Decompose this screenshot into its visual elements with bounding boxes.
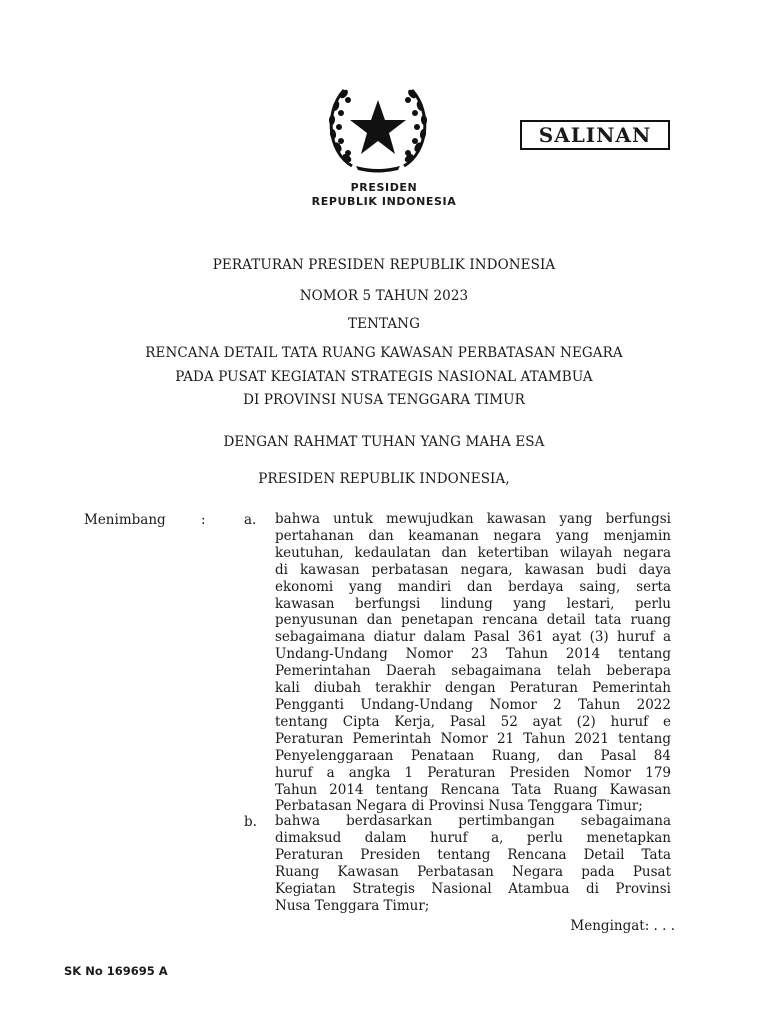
paragraph-line: Peraturan Presiden tentang Rencana Detail Tata — [275, 846, 671, 863]
issuer-country: REPUBLIK INDONESIA — [311, 195, 457, 208]
paragraph-line: dimaksud dalam huruf a, perlu menetapkan — [275, 829, 671, 846]
item-marker-b: b. — [244, 814, 257, 830]
considering-colon: : — [201, 512, 206, 528]
paragraph-line: Kegiatan Strategis Nasional Atambua di Provinsi — [275, 880, 671, 897]
considering-item-a — [275, 511, 671, 815]
paragraph-line: Nusa Tenggara Timur; — [275, 897, 430, 914]
paragraph-line: huruf a angka 1 Peraturan Presiden Nomor 179 — [275, 764, 671, 781]
president-line: PRESIDEN REPUBLIK INDONESIA, — [258, 471, 510, 487]
paragraph-line: Perbatasan Negara di Provinsi Nusa Tenggara Timur; — [275, 798, 643, 815]
paragraph-line: di kawasan perbatasan negara, kawasan budi daya — [275, 561, 671, 578]
paragraph-line: sebagaimana diatur dalam Pasal 361 ayat (3) huruf a — [275, 629, 671, 646]
paragraph-line: Tahun 2014 tentang Rencana Tata Ruang Kawasan — [275, 781, 671, 798]
paragraph-line: Undang-Undang Nomor 23 Tahun 2014 tentang — [275, 646, 671, 663]
paragraph-line: bahwa untuk mewujudkan kawasan yang berfungsi — [275, 511, 671, 527]
next-page-catchword: Mengingat: . . . — [570, 918, 675, 934]
considering-label: Menimbang — [84, 512, 166, 528]
paragraph-line: kali diubah terakhir dengan Peraturan Pemerintah — [275, 680, 671, 697]
subject-line-2: PADA PUSAT KEGIATAN STRATEGIS NASIONAL ATAMBUA — [175, 369, 593, 385]
paragraph-line: tentang Cipta Kerja, Pasal 52 ayat (2) huruf e — [275, 713, 671, 730]
paragraph-line: bahwa berdasarkan pertimbangan sebagaimana — [275, 813, 671, 829]
about-heading: TENTANG — [348, 316, 420, 332]
paragraph-line: Pengganti Undang-Undang Nomor 2 Tahun 2022 — [275, 696, 671, 713]
considering-item-b — [275, 813, 671, 914]
subject-line-1: RENCANA DETAIL TATA RUANG KAWASAN PERBATASAN NEGARA — [145, 345, 623, 361]
regulation-title: PERATURAN PRESIDEN REPUBLIK INDONESIA — [212, 257, 556, 273]
subject-line-3: DI PROVINSI NUSA TENGGARA TIMUR — [243, 392, 525, 408]
paragraph-line: Peraturan Pemerintah Nomor 21 Tahun 2021 tentang — [275, 730, 671, 747]
salinan-stamp: SALINAN — [520, 120, 670, 150]
paragraph-line: Ruang Kawasan Perbatasan Negara pada Pusat — [275, 863, 671, 880]
paragraph-line: ekonomi yang mandiri dan berdaya saing, serta — [275, 578, 671, 595]
blessing-line: DENGAN RAHMAT TUHAN YANG MAHA ESA — [223, 434, 545, 450]
paragraph-line: pertahanan dan keamanan negara yang menjamin — [275, 527, 671, 544]
paragraph-line: Pemerintahan Daerah sebagaimana telah beberapa — [275, 663, 671, 680]
paragraph-line: Penyelenggaraan Penataan Ruang, dan Pasal 84 — [275, 747, 671, 764]
issuer-title: PRESIDEN — [350, 181, 418, 194]
paragraph-line: penyusunan dan penetapan rencana detail tata ruang — [275, 612, 671, 629]
paragraph-line: keutuhan, kedaulatan dan ketertiban wilayah negara — [275, 544, 671, 561]
garuda-star-emblem-icon — [322, 82, 434, 174]
sk-number: SK No 169695 A — [64, 964, 168, 978]
item-marker-a: a. — [244, 512, 257, 528]
paragraph-line: kawasan berfungsi lindung yang lestari, perlu — [275, 595, 671, 612]
regulation-number: NOMOR 5 TAHUN 2023 — [299, 288, 469, 304]
